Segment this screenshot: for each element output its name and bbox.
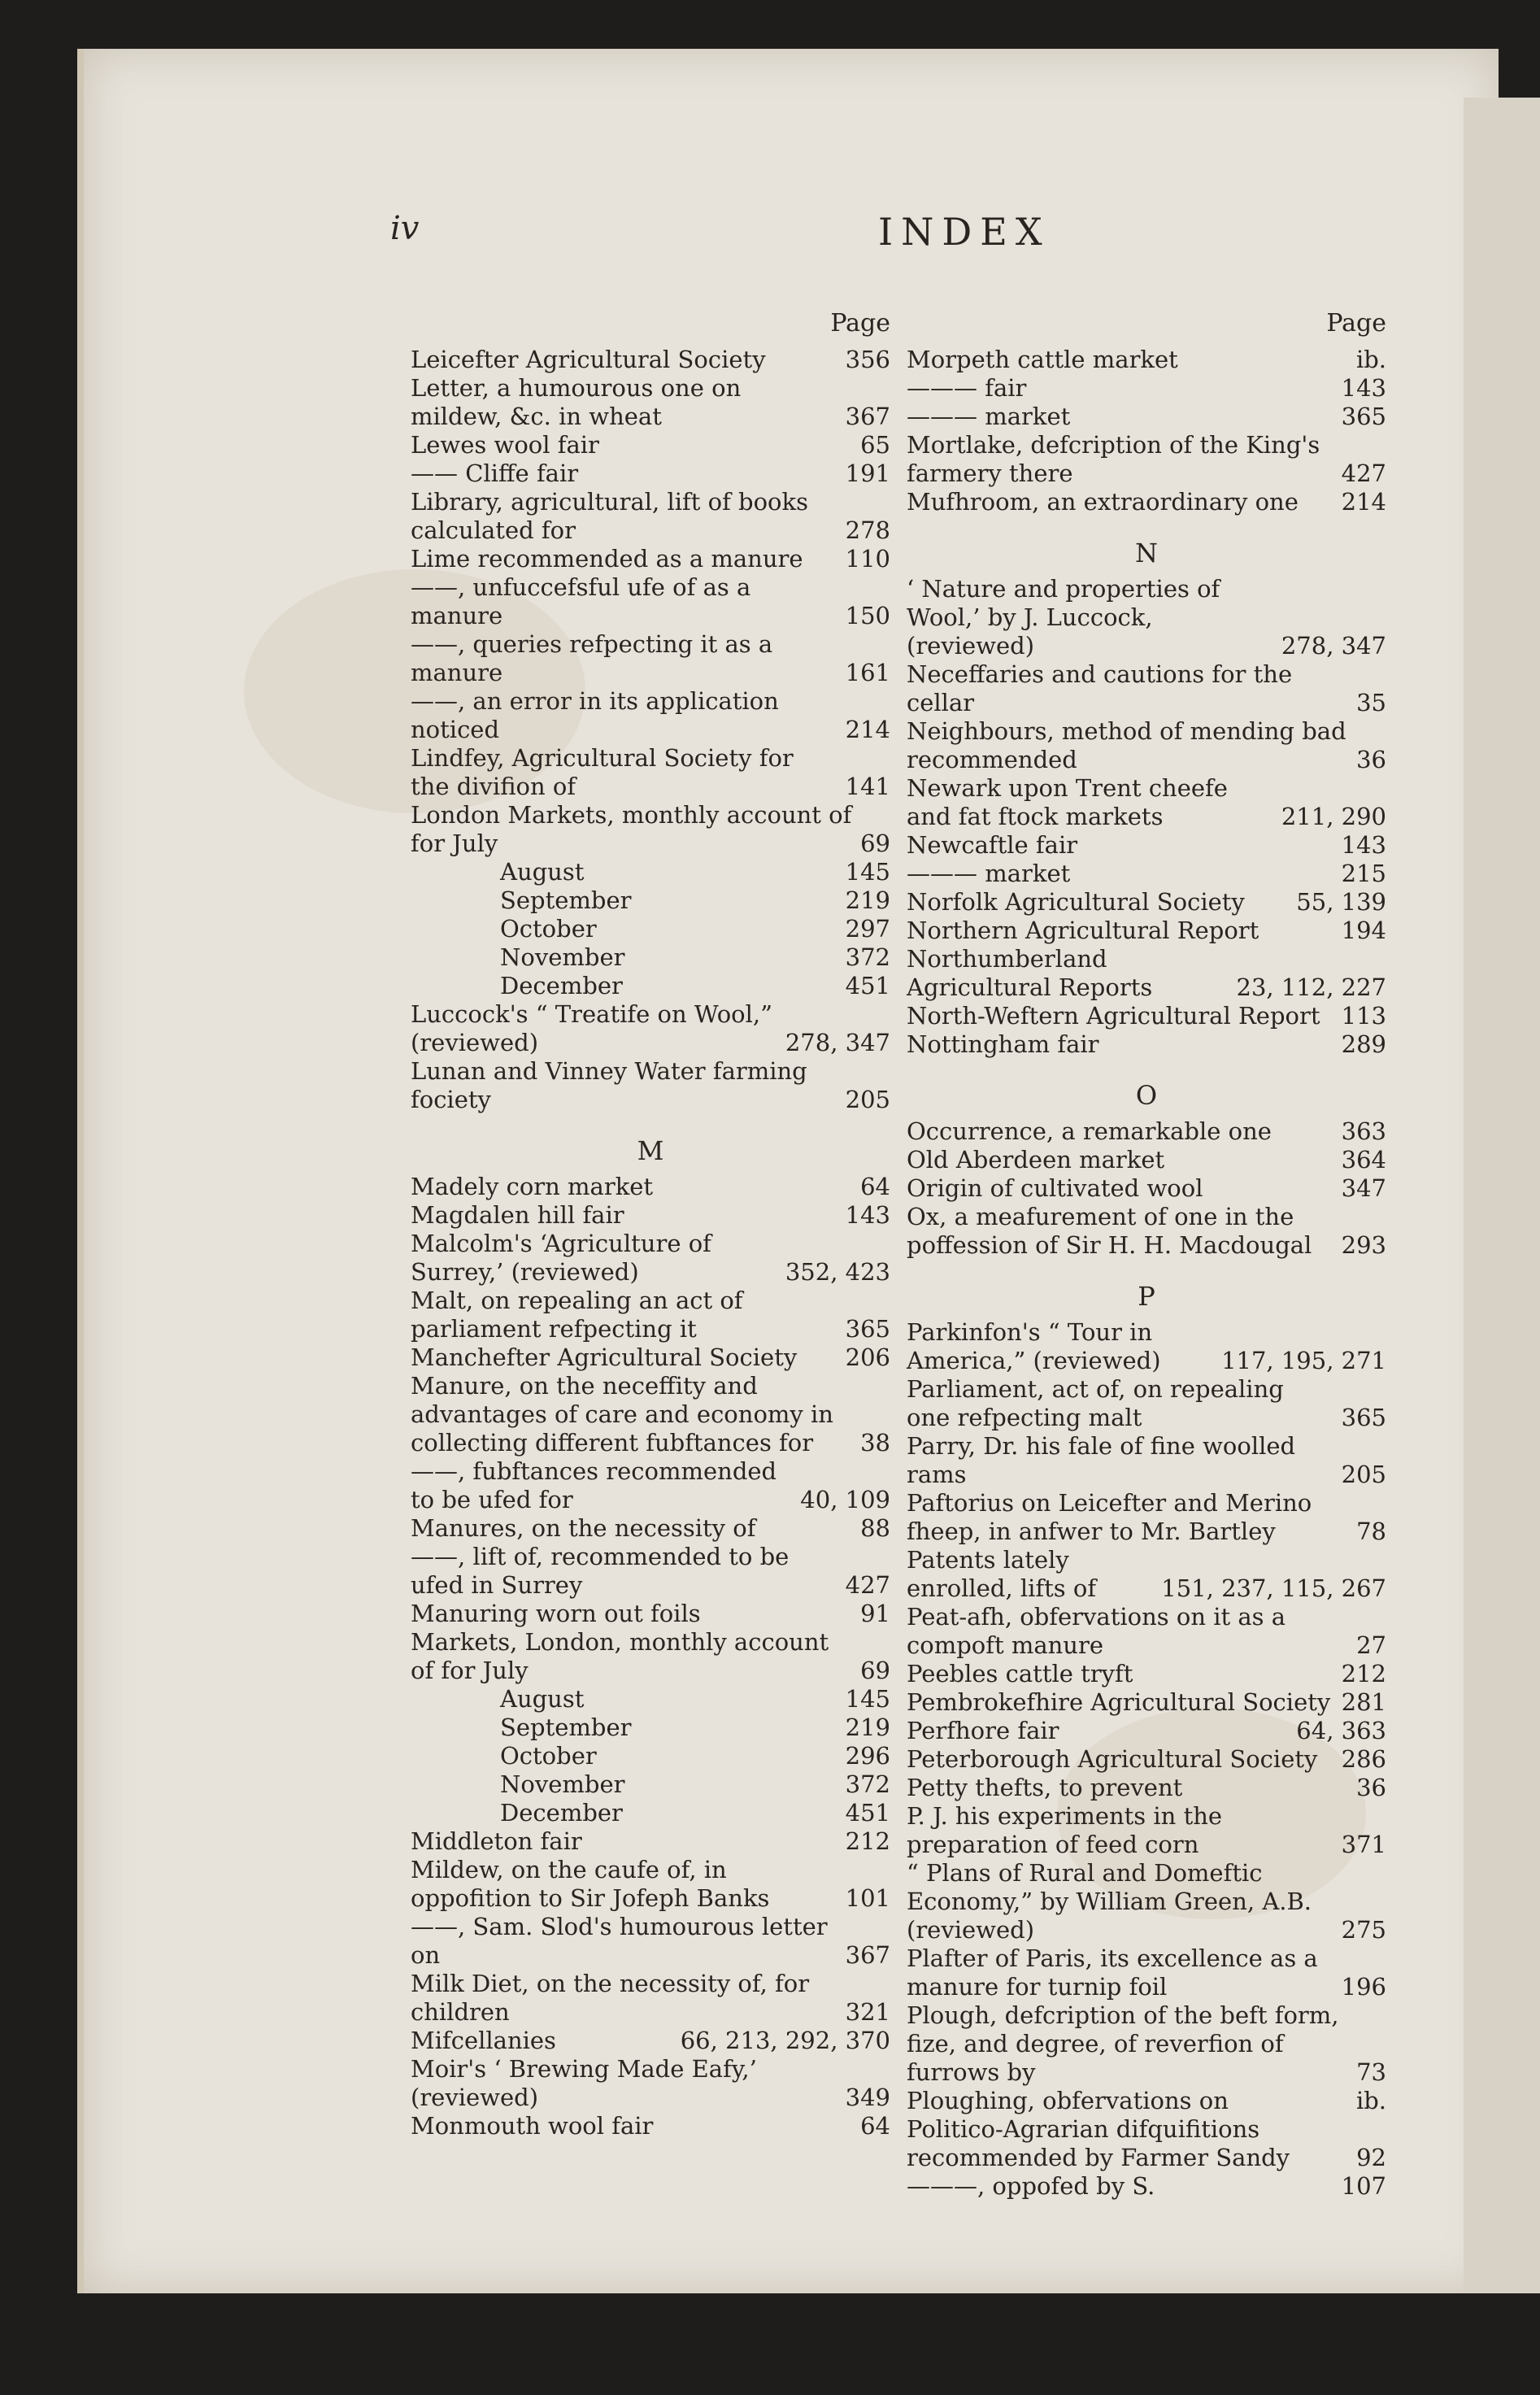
index-entry <box>907 488 1386 516</box>
entry-text: Ox, a meafurement of one in the poffession of Sir H. H. Macdougal <box>907 1203 1312 1259</box>
entry-page-number: 65 <box>860 431 890 459</box>
entry-page-number: 92 <box>1356 2144 1386 2171</box>
index-entry <box>411 1000 890 1057</box>
entry-page-number: 206 <box>845 1343 890 1371</box>
index-entry <box>907 1774 1386 1802</box>
entry-page-number: 347 <box>1341 1174 1386 1202</box>
index-entry <box>411 374 890 431</box>
index-entry <box>411 687 890 744</box>
entry-text: Manchefter Agricultural Society <box>411 1343 798 1371</box>
index-entry <box>907 2001 1386 2087</box>
entry-page-number: 150 <box>845 602 890 629</box>
entry-text: Paftorius on Leicefter and Merino fheep, in anfwer to Mr. Bartley <box>907 1489 1312 1545</box>
entry-page-number: 352, 423 <box>785 1258 890 1286</box>
index-entry <box>411 2055 890 2112</box>
entry-text: ——, fubftances recommended to be ufed for <box>411 1457 777 1513</box>
entry-page-number: 55, 139 <box>1296 888 1386 916</box>
index-entry <box>907 831 1386 860</box>
entry-text: Peebles cattle tryft <box>907 1660 1133 1687</box>
index-entry <box>411 1173 890 1201</box>
entry-text: ‘ Nature and properties of Wool,’ by J. Luccock, (reviewed) <box>907 575 1220 660</box>
entry-text: Leicefter Agricultural Society <box>411 346 766 373</box>
entry-text: Lime recommended as a manure <box>411 545 803 573</box>
entry-page-number: ib. <box>1355 2087 1386 2114</box>
entry-page-number: 141 <box>845 773 890 800</box>
entry-text: Morpeth cattle market <box>907 346 1178 373</box>
index-entry <box>411 1685 890 1714</box>
entry-text: ———, oppofed by S. <box>907 2172 1155 2200</box>
index-entry <box>411 1514 890 1543</box>
section-letter: M <box>637 1135 664 1166</box>
entry-page-number: 365 <box>1341 403 1386 430</box>
index-entry <box>907 1688 1386 1717</box>
entry-page-number: 88 <box>860 1514 890 1542</box>
entry-text: December <box>500 972 623 999</box>
index-entry <box>907 1802 1386 1859</box>
entry-text: Norfolk Agricultural Society <box>907 888 1245 916</box>
entry-text: Peterborough Agricultural Society <box>907 1745 1318 1773</box>
index-entry <box>411 346 890 374</box>
index-entry <box>907 1002 1386 1030</box>
index-entry <box>907 1660 1386 1688</box>
entry-text: Mortlake, defcription of the King's farmery there <box>907 431 1320 487</box>
index-entry <box>411 630 890 687</box>
entry-page-number: 36 <box>1356 1774 1386 1801</box>
index-entry <box>411 943 890 972</box>
entry-text: Middleton fair <box>411 1827 582 1855</box>
entry-page-number: 363 <box>1341 1117 1386 1145</box>
index-entry <box>907 1546 1386 1603</box>
entry-page-number: 23, 112, 227 <box>1236 973 1386 1001</box>
index-entry <box>411 744 890 801</box>
index-entry <box>411 1827 890 1856</box>
entry-page-number: 64 <box>860 1173 890 1200</box>
index-entry <box>411 1970 890 2027</box>
index-entry <box>907 860 1386 888</box>
entry-text: Mufhroom, an extraordinary one <box>907 488 1299 516</box>
section-letter: O <box>1135 1080 1158 1111</box>
entry-page-number: 205 <box>1341 1461 1386 1488</box>
entry-page-number: 372 <box>845 943 890 971</box>
entry-text: ——— market <box>907 403 1071 430</box>
index-entry <box>411 1742 890 1770</box>
entry-text: Magdalen hill fair <box>411 1201 624 1229</box>
entry-text: Plafter of Paris, its excellence as a manure for turnip foil <box>907 1944 1318 2001</box>
index-entry <box>907 1117 1386 1146</box>
entry-text: Politico-Agrarian difquifitions recommended by Farmer Sandy <box>907 2115 1290 2171</box>
index-entry <box>907 660 1386 717</box>
entry-page-number: 191 <box>845 459 890 487</box>
index-entry <box>907 1375 1386 1432</box>
entry-text: ——, Sam. Slod's humourous letter on <box>411 1913 828 1969</box>
entry-text: August <box>500 858 585 886</box>
entry-text: August <box>500 1685 585 1713</box>
index-entry <box>907 2115 1386 2172</box>
index-entry <box>907 1174 1386 1203</box>
entry-page-number: 215 <box>1341 860 1386 887</box>
entry-page-number: 367 <box>845 403 890 430</box>
index-entry <box>411 431 890 459</box>
entry-text: Milk Diet, on the necessity of, for children <box>411 1970 810 2026</box>
entry-page-number: 372 <box>845 1770 890 1798</box>
entry-text: Moir's ‘ Brewing Made Eafy,’ (reviewed) <box>411 2055 757 2111</box>
entry-text: London Markets, monthly account of for July <box>411 801 852 857</box>
index-entry <box>907 1603 1386 1660</box>
index-entry <box>411 1913 890 1970</box>
entry-page-number: 219 <box>845 886 890 914</box>
entry-page-number: 107 <box>1341 2172 1386 2200</box>
index-entry <box>411 1372 890 1457</box>
index-entry <box>411 886 890 915</box>
entry-page-number: 27 <box>1356 1631 1386 1659</box>
entry-text: ——, queries refpecting it as a manure <box>411 630 773 686</box>
index-entry <box>411 2112 890 2140</box>
entry-page-number: 73 <box>1356 2058 1386 2086</box>
entry-text: October <box>500 915 597 943</box>
entry-page-number: 161 <box>845 659 890 686</box>
index-entry <box>907 774 1386 831</box>
entry-text: Library, agricultural, lift of books calculated for <box>411 488 808 544</box>
entry-text: Ploughing, obfervations on <box>907 2087 1229 2114</box>
book-binding <box>1464 98 1540 2293</box>
entry-page-number: 451 <box>845 972 890 999</box>
index-entry <box>411 1714 890 1742</box>
entry-page-number: 367 <box>845 1941 890 1969</box>
entry-text: Manure, on the neceffity and advantages of care and economy in collecting different fubftances for <box>411 1372 833 1457</box>
index-entry <box>907 575 1386 660</box>
index-entry <box>907 1432 1386 1489</box>
index-entry <box>907 374 1386 403</box>
entry-text: Lunan and Vinney Water farming fociety <box>411 1057 807 1113</box>
entry-page-number: 356 <box>845 346 890 373</box>
entry-page-number: 145 <box>845 1685 890 1713</box>
entry-text: Perfhore fair <box>907 1717 1059 1744</box>
index-entry <box>411 1770 890 1799</box>
index-entry <box>411 1628 890 1685</box>
entry-text: November <box>500 943 625 971</box>
entry-page-number: 64, 363 <box>1296 1717 1386 1744</box>
entry-page-number: 143 <box>845 1201 890 1229</box>
entry-text: ——, lift of, recommended to be ufed in Surrey <box>411 1543 790 1599</box>
entry-page-number: 275 <box>1341 1916 1386 1944</box>
entry-page-number: 145 <box>845 858 890 886</box>
entry-page-number: 117, 195, 271 <box>1221 1347 1386 1374</box>
entry-text: September <box>500 1714 632 1741</box>
entry-page-number: 281 <box>1341 1688 1386 1716</box>
entry-page-number: 451 <box>845 1799 890 1827</box>
index-entry <box>411 1543 890 1600</box>
entry-text: December <box>500 1799 623 1827</box>
index-entry <box>907 1030 1386 1059</box>
index-entry <box>411 1287 890 1343</box>
entry-page-number: 349 <box>845 2084 890 2111</box>
page-title: INDEX <box>878 210 1051 254</box>
entry-text: Origin of cultivated wool <box>907 1174 1203 1202</box>
entry-text: Manuring worn out foils <box>411 1600 701 1627</box>
entry-page-number: 64 <box>860 2112 890 2140</box>
index-entry <box>411 1230 890 1287</box>
index-entry <box>907 717 1386 774</box>
entry-page-number: 219 <box>845 1714 890 1741</box>
entry-page-number: 143 <box>1341 831 1386 859</box>
entry-text: Mildew, on the caufe of, in oppofition to Sir Jofeph Banks <box>411 1856 770 1912</box>
index-entry <box>907 2172 1386 2201</box>
entry-page-number: 69 <box>860 1657 890 1684</box>
page-column-label: Page <box>1326 309 1386 337</box>
entry-page-number: 151, 237, 115, 267 <box>1161 1574 1386 1602</box>
entry-page-number: 36 <box>1356 746 1386 773</box>
entry-text: P. J. his experiments in the preparation of feed corn <box>907 1802 1223 1858</box>
index-entry <box>411 2027 890 2055</box>
entry-text: Northern Agricultural Report <box>907 917 1259 944</box>
entry-page-number: 214 <box>845 716 890 743</box>
entry-page-number: 91 <box>860 1600 890 1627</box>
entry-page-number: 113 <box>1341 1002 1386 1030</box>
index-entry <box>411 573 890 630</box>
entry-text: “ Plans of Rural and Domeftic Economy,” by William Green, A.B. (reviewed) <box>907 1859 1312 1944</box>
index-entry <box>907 1489 1386 1546</box>
index-entry <box>907 888 1386 917</box>
entry-page-number: 286 <box>1341 1745 1386 1773</box>
entry-text: Parliament, act of, on repealing one refpecting malt <box>907 1375 1284 1431</box>
page-header <box>0 210 1540 254</box>
entry-text: Petty thefts, to prevent <box>907 1774 1183 1801</box>
entry-page-number: 205 <box>845 1086 890 1113</box>
entry-text: October <box>500 1742 597 1770</box>
index-entry <box>411 1457 890 1514</box>
entry-page-number: 321 <box>845 1998 890 2026</box>
entry-text: ——— market <box>907 860 1071 887</box>
entry-page-number: ib. <box>1355 346 1386 373</box>
entry-page-number: 278 <box>845 516 890 544</box>
entry-text: Nottingham fair <box>907 1030 1099 1058</box>
right-index-column <box>907 309 1386 2201</box>
entry-page-number: 427 <box>1341 459 1386 487</box>
entry-text: September <box>500 886 632 914</box>
entry-text: Lindfey, Agricultural Society for the divifion of <box>411 744 794 800</box>
index-entry <box>907 1717 1386 1745</box>
entry-page-number: 101 <box>845 1884 890 1912</box>
entry-text: —— Cliffe fair <box>411 459 579 487</box>
entry-page-number: 214 <box>1341 488 1386 516</box>
index-entry <box>411 1057 890 1114</box>
entry-page-number: 278, 347 <box>785 1029 890 1056</box>
entry-page-number: 35 <box>1356 689 1386 716</box>
entry-page-number: 365 <box>845 1315 890 1343</box>
entry-text: Malt, on repealing an act of parliament refpecting it <box>411 1287 743 1343</box>
entry-text: Madely corn market <box>411 1173 654 1200</box>
index-entry <box>907 403 1386 431</box>
entry-page-number: 40, 109 <box>800 1486 890 1513</box>
section-letter: P <box>1138 1281 1155 1312</box>
entry-text: Markets, London, monthly account of for July <box>411 1628 829 1684</box>
entry-text: Parkinfon's “ Tour in America,” (reviewed) <box>907 1318 1161 1374</box>
entry-page-number: 293 <box>1341 1231 1386 1259</box>
index-entry <box>907 945 1386 1002</box>
entry-page-number: 110 <box>845 545 890 573</box>
entry-text: Occurrence, a remarkable one <box>907 1117 1272 1145</box>
entry-text: Plough, defcription of the beft form, fize, and degree, of reverfion of furrows by <box>907 2001 1339 2086</box>
entry-page-number: 297 <box>845 915 890 943</box>
index-entry <box>907 1745 1386 1774</box>
entry-page-number: 66, 213, 292, 370 <box>680 2027 890 2054</box>
entry-page-number: 38 <box>860 1429 890 1457</box>
entry-text: ——, unfuccefsful ufe of as a manure <box>411 573 751 629</box>
entry-text: Lewes wool fair <box>411 431 599 459</box>
index-entry <box>907 917 1386 945</box>
index-entry <box>411 801 890 858</box>
page-number: iv <box>390 210 420 247</box>
entry-text: North-Weftern Agricultural Report <box>907 1002 1320 1030</box>
index-entry <box>411 488 890 545</box>
index-entry <box>411 1343 890 1372</box>
entry-text: ——, an error in its application noticed <box>411 687 779 743</box>
entry-text: Mifcellanies <box>411 2027 556 2054</box>
entry-text: November <box>500 1770 625 1798</box>
entry-page-number: 211, 290 <box>1281 803 1386 830</box>
entry-page-number: 365 <box>1341 1404 1386 1431</box>
left-index-column <box>411 309 890 2140</box>
index-entry <box>907 1146 1386 1174</box>
index-entry <box>411 1856 890 1913</box>
index-entry <box>411 915 890 943</box>
entry-page-number: 143 <box>1341 374 1386 402</box>
entry-page-number: 296 <box>845 1742 890 1770</box>
entry-text: Luccock's “ Treatife on Wool,” (reviewed) <box>411 1000 772 1056</box>
entry-text: Neighbours, method of mending bad recommended <box>907 717 1346 773</box>
entry-page-number: 194 <box>1341 917 1386 944</box>
index-entry <box>907 1318 1386 1375</box>
index-entry <box>907 346 1386 374</box>
entry-page-number: 371 <box>1341 1831 1386 1858</box>
entry-page-number: 78 <box>1356 1518 1386 1545</box>
entry-text: Letter, a humourous one on mildew, &c. in wheat <box>411 374 742 430</box>
entry-page-number: 364 <box>1341 1146 1386 1174</box>
index-entry <box>907 2087 1386 2115</box>
entry-page-number: 69 <box>860 830 890 857</box>
index-entry <box>907 1859 1386 1944</box>
index-entry <box>411 1799 890 1827</box>
index-entry <box>411 459 890 488</box>
entry-text: Malcolm's ‘Agriculture of Surrey,’ (reviewed) <box>411 1230 711 1286</box>
entry-text: Peat-afh, obfervations on it as a compoft manure <box>907 1603 1286 1659</box>
entry-page-number: 212 <box>1341 1660 1386 1687</box>
entry-page-number: 427 <box>845 1571 890 1599</box>
entry-text: Old Aberdeen market <box>907 1146 1165 1174</box>
entry-page-number: 196 <box>1341 1973 1386 2001</box>
entry-text: Neceffaries and cautions for the cellar <box>907 660 1293 716</box>
entry-text: Patents lately enrolled, lifts of <box>907 1546 1097 1602</box>
index-entry <box>411 858 890 886</box>
index-entry <box>907 1944 1386 2001</box>
index-entry <box>411 1201 890 1230</box>
section-letter: N <box>1135 538 1158 568</box>
entry-text: Northumberland Agricultural Reports <box>907 945 1153 1001</box>
index-entry <box>411 1600 890 1628</box>
entry-text: Manures, on the necessity of <box>411 1514 756 1542</box>
entry-text: Parry, Dr. his fale of fine woolled rams <box>907 1432 1296 1488</box>
entry-page-number: 278, 347 <box>1281 632 1386 660</box>
entry-text: ——— fair <box>907 374 1027 402</box>
entry-text: Newcaftle fair <box>907 831 1078 859</box>
entry-page-number: 289 <box>1341 1030 1386 1058</box>
index-entry <box>907 431 1386 488</box>
index-entry <box>411 545 890 573</box>
entry-text: Pembrokefhire Agricultural Society <box>907 1688 1331 1716</box>
page-column-label: Page <box>830 309 890 337</box>
index-entry <box>907 1203 1386 1260</box>
entry-page-number: 212 <box>845 1827 890 1855</box>
entry-text: Monmouth wool fair <box>411 2112 654 2140</box>
entry-text: Newark upon Trent cheefe and fat ftock markets <box>907 774 1228 830</box>
index-entry <box>411 972 890 1000</box>
